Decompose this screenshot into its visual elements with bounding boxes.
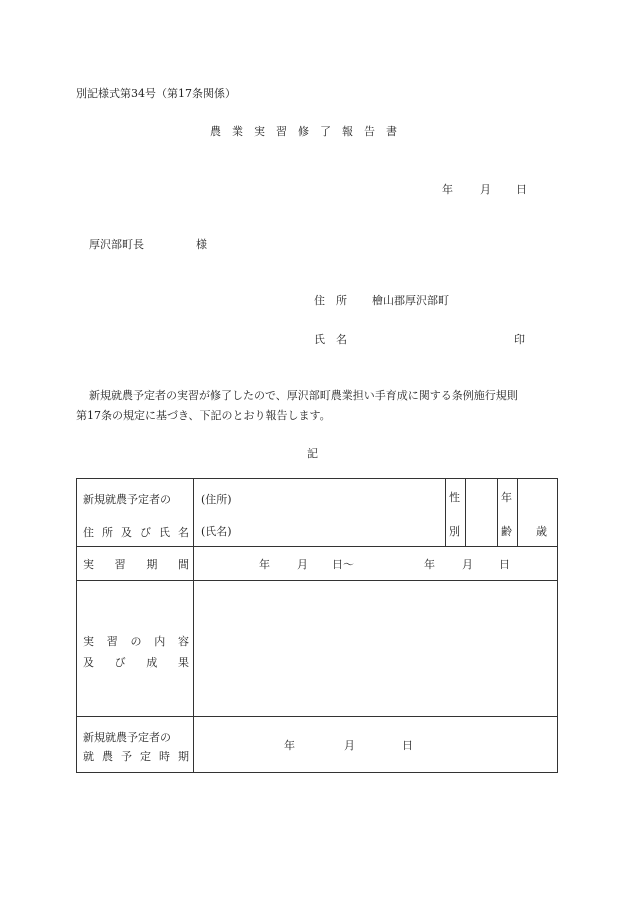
sex-char-2: 別 — [449, 525, 460, 538]
sex-input-cell[interactable] — [466, 479, 498, 547]
period-month-2: 月 — [462, 558, 473, 571]
period-day-1: 日～ — [332, 558, 354, 571]
date-day: 日 — [516, 183, 527, 196]
age-label-cell — [498, 479, 518, 547]
report-table — [76, 478, 558, 773]
date-month: 月 — [480, 183, 491, 196]
sex-char-1: 性 — [449, 491, 460, 504]
name-hint: (氏名) — [201, 525, 232, 538]
period-label-cell — [77, 547, 194, 581]
age-unit: 歳 — [536, 525, 547, 538]
period-month-1: 月 — [297, 558, 308, 571]
planned-label-line1: 新規就農予定者の — [83, 731, 171, 744]
body-line-2: 第17条の規定に基づき、下記のとおり報告します。 — [76, 409, 331, 422]
planned-year: 年 — [284, 739, 295, 752]
applicant-input-cell[interactable] — [194, 479, 446, 547]
planned-label-cell — [77, 717, 194, 773]
age-char-1: 年 — [501, 491, 512, 504]
age-input-cell[interactable] — [518, 479, 558, 547]
table-row-applicant — [77, 479, 558, 547]
planned-label-line2: 就 農 予 定 時 期 — [83, 750, 189, 763]
addressee-name: 厚沢部町長 — [89, 238, 144, 251]
planned-input-cell[interactable] — [194, 717, 558, 773]
form-number: 別記様式第34号（第17条関係） — [76, 87, 236, 100]
applicant-label-line2: 住 所 及 び 氏 名 — [83, 526, 189, 539]
address-hint: (住所) — [201, 493, 232, 506]
body-line-1: 新規就農予定者の実習が修了したので、厚沢部町農業担い手育成に関する条例施行規則 — [89, 389, 518, 402]
content-label-cell — [77, 581, 194, 717]
name-label: 氏 名 — [314, 333, 347, 346]
period-input-cell[interactable] — [194, 547, 558, 581]
period-year-2: 年 — [424, 558, 435, 571]
ki-heading: 記 — [307, 447, 318, 460]
content-label-line1: 実 習 の 内 容 — [83, 635, 189, 648]
document-title: 農業実習修了報告書 — [210, 125, 408, 138]
applicant-label-line1: 新規就農予定者の — [83, 493, 171, 506]
age-char-2: 齢 — [501, 525, 512, 538]
table-row-content — [77, 581, 558, 717]
address-label: 住 所 — [314, 294, 347, 307]
table-row-planned — [77, 717, 558, 773]
content-input-cell[interactable] — [194, 581, 558, 717]
date-year: 年 — [442, 183, 453, 196]
content-label-line2: 及 び 成 果 — [83, 656, 189, 669]
period-label: 実 習 期 間 — [83, 558, 189, 571]
applicant-label-cell — [77, 479, 194, 547]
address-value: 檜山郡厚沢部町 — [372, 294, 449, 307]
addressee-honorific: 様 — [196, 238, 207, 251]
seal-mark: 印 — [514, 333, 525, 346]
table-row-period — [77, 547, 558, 581]
planned-month: 月 — [344, 739, 355, 752]
planned-day: 日 — [402, 739, 413, 752]
period-day-2: 日 — [499, 558, 510, 571]
period-year-1: 年 — [259, 558, 270, 571]
sex-label-cell — [446, 479, 466, 547]
